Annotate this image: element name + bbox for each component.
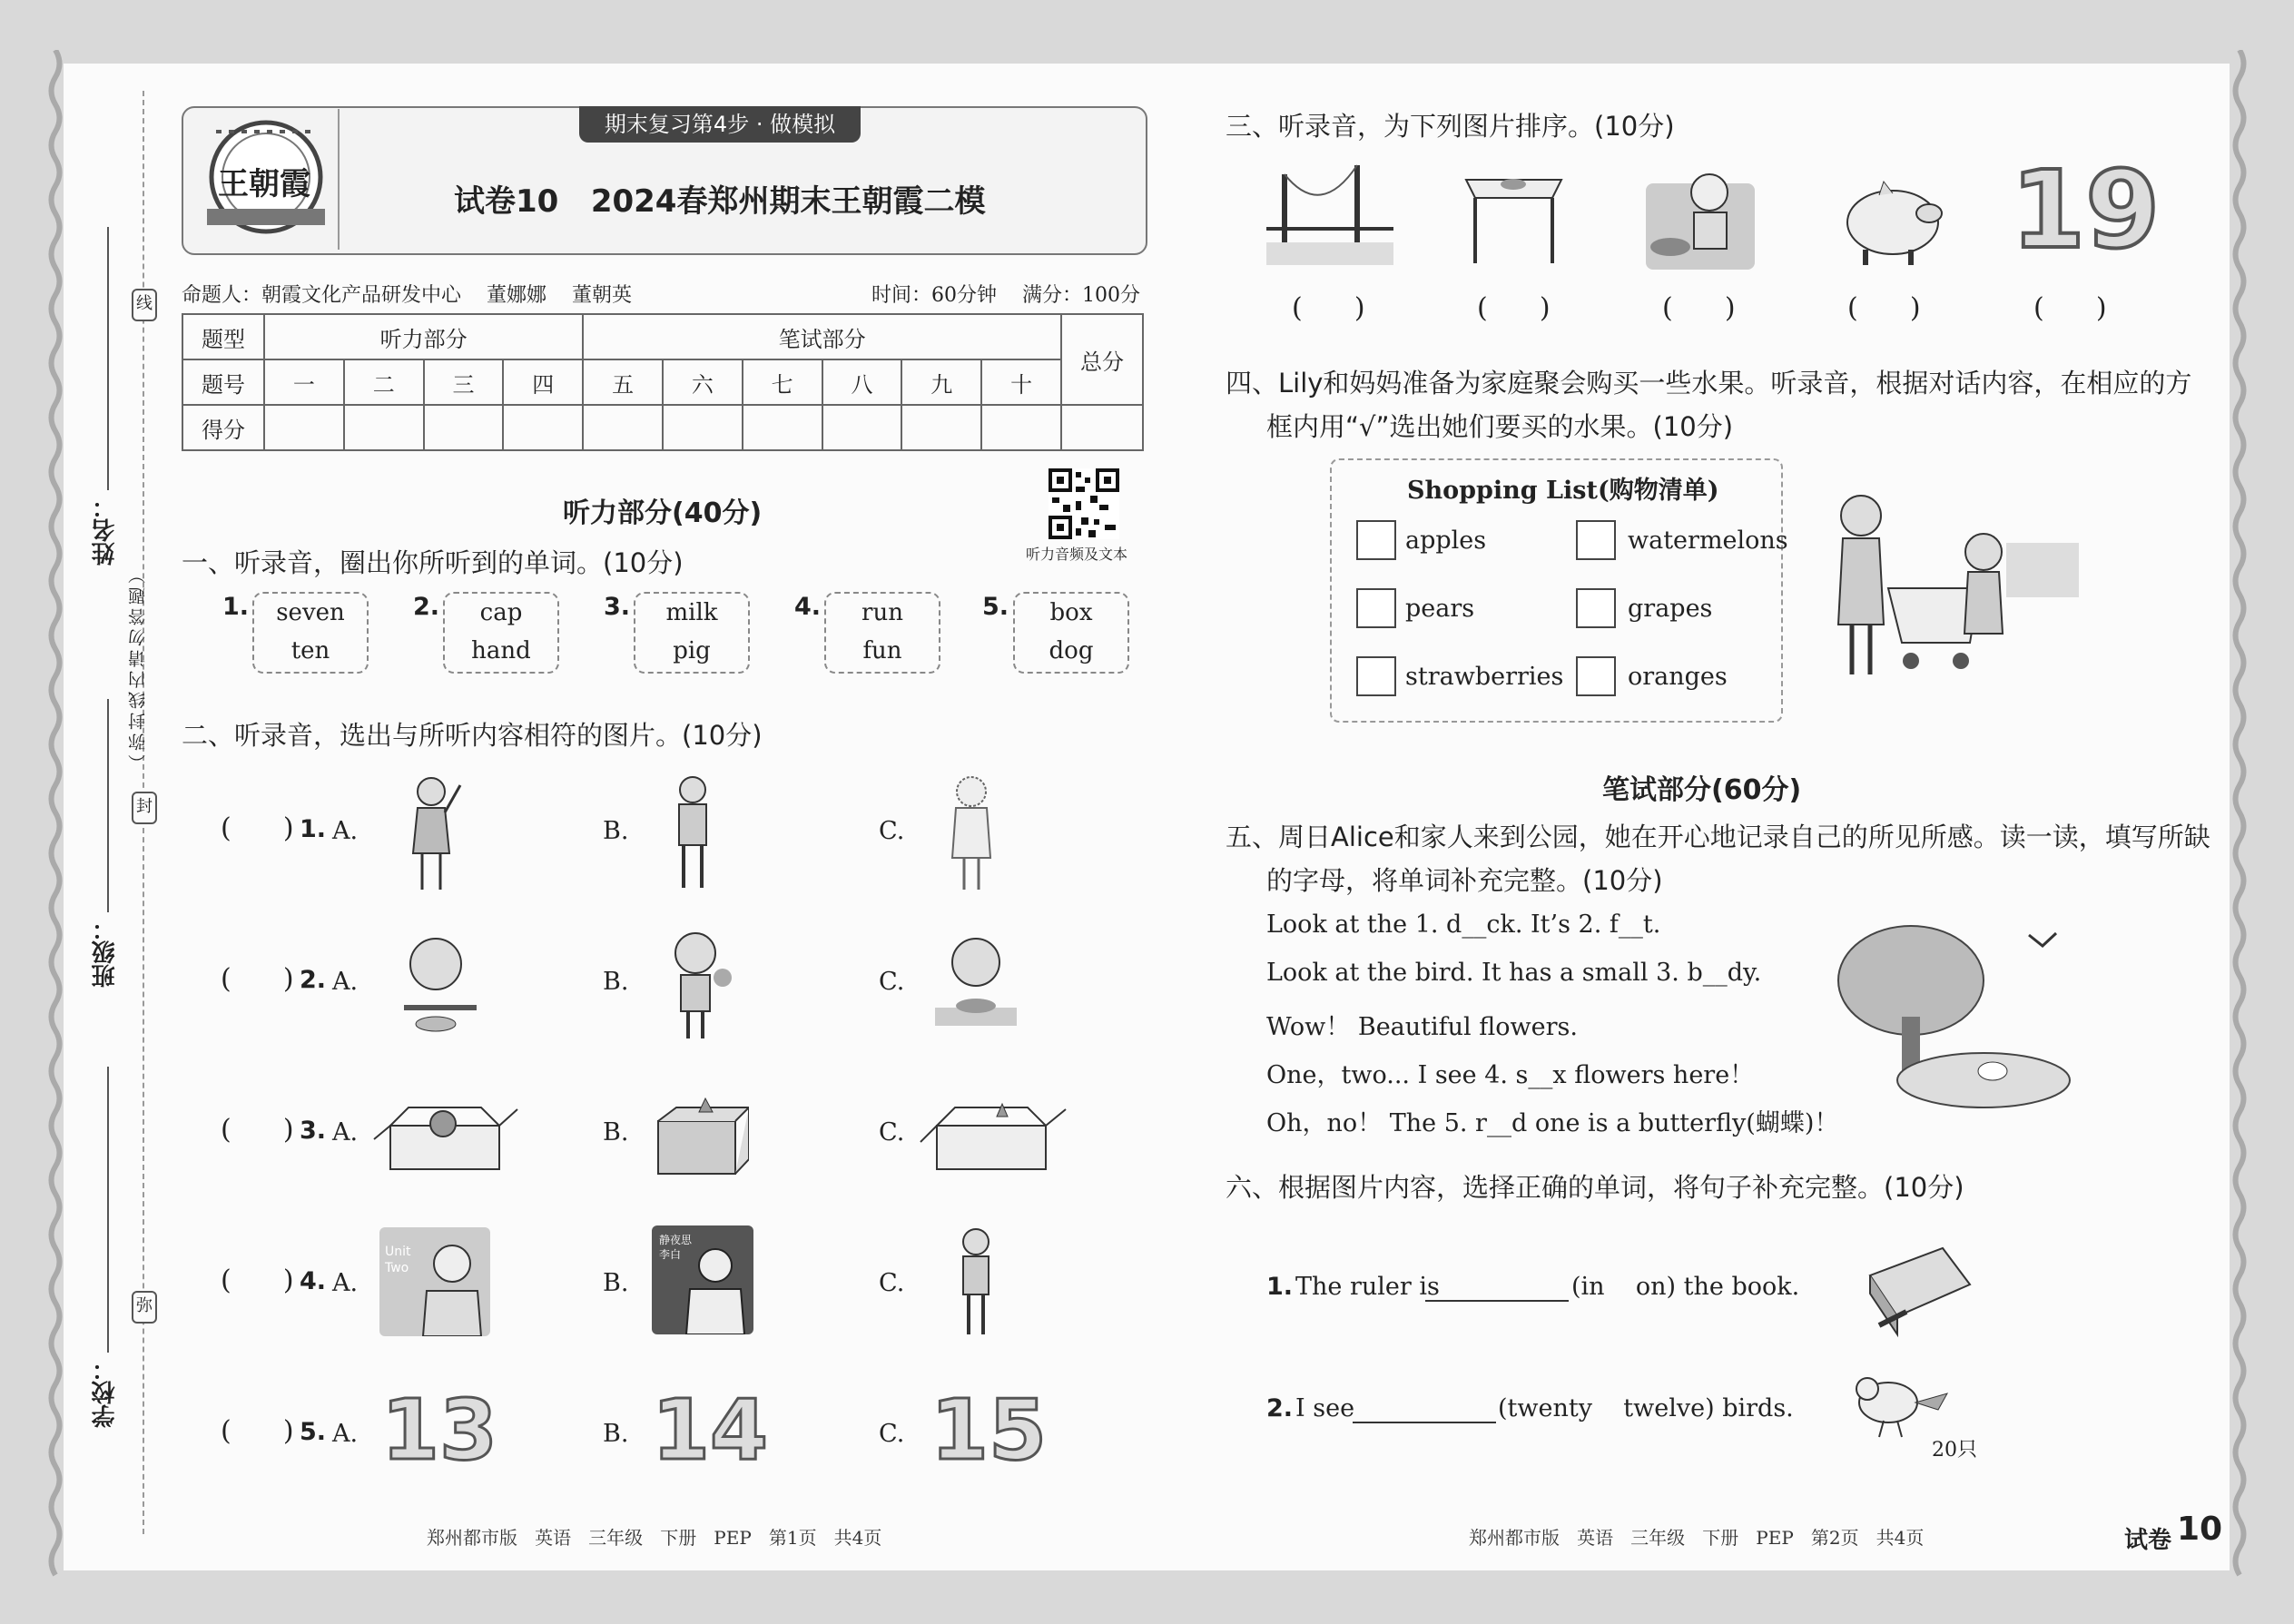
q2-option-c: C. (879, 1269, 905, 1297)
footer-right: 郑州都市版 英语 三年级 下册 PEP 第2页 共4页 (1469, 1527, 1925, 1549)
score-cell[interactable] (264, 405, 344, 450)
seal-mark-xian: 线 (132, 289, 157, 321)
ball-under-box-icon[interactable] (649, 1094, 749, 1180)
q2-title: 二、听录音，选出与所听内容相符的图片。(10分) (182, 720, 763, 751)
score-table-num: 五 (583, 359, 663, 405)
q2-answer-paren[interactable]: ( ) (221, 1265, 294, 1296)
score-cell[interactable] (344, 405, 424, 450)
exam-time-score: 时间：60分钟 满分：100分 (871, 284, 1140, 307)
q2-option-b: B. (603, 968, 629, 996)
bird-count-caption: 20只 (1932, 1439, 1977, 1462)
ruler-on-book-icon (1852, 1239, 1979, 1339)
q2-option-c: C. (879, 1118, 905, 1147)
score-cell[interactable] (901, 405, 981, 450)
class-label: 班级： (92, 917, 119, 988)
seal-mark-feng: 封 (132, 792, 157, 824)
q2-option-c: C. (879, 968, 905, 996)
q1-word-b[interactable]: ten (290, 637, 330, 664)
q5-title-line2: 的字母，将单词补充完整。(10分) (1266, 865, 1663, 896)
checkbox-strawberries[interactable] (1356, 656, 1396, 696)
q2-option-a: A. (332, 1420, 359, 1448)
q6-s1-text-b: (in on) the book. (1571, 1273, 1800, 1301)
fruit-label: grapes (1628, 595, 1713, 623)
checkbox-grapes[interactable] (1576, 588, 1616, 628)
exam-authors: 命题人：朝霞文化产品研发中心 董娜娜 董朝英 (182, 284, 632, 307)
score-cell[interactable] (503, 405, 583, 450)
page-title: 试卷10 2024春郑州期末王朝霞二模 (454, 183, 986, 220)
number-19-picture[interactable]: 19 (2011, 147, 2161, 272)
desk-icon[interactable] (1457, 162, 1570, 266)
boy-eating-fruit-icon[interactable] (1641, 156, 1759, 270)
q2-row-num: 1. (300, 815, 327, 843)
q1-word-box[interactable] (634, 592, 750, 674)
class-field[interactable] (107, 699, 109, 912)
name-field[interactable] (107, 227, 109, 490)
q6-s2-text-a: I see (1295, 1394, 1355, 1422)
q2-option-a: A. (332, 817, 359, 845)
q2-answer-paren[interactable]: ( ) (221, 812, 294, 844)
checkbox-pears[interactable] (1356, 588, 1396, 628)
fruit-label: pears (1405, 595, 1475, 623)
q2-option-b: B. (603, 1420, 629, 1448)
wavy-border-left (47, 50, 64, 1584)
score-cell[interactable] (981, 405, 1061, 450)
q1-word-a[interactable]: box (1049, 599, 1093, 626)
q1-word-a[interactable]: milk (665, 599, 718, 626)
bird-icon (1847, 1366, 1956, 1439)
school-field[interactable] (107, 1067, 109, 1353)
q6-title: 六、根据图片内容，选择正确的单词，将句子补充完整。(10分) (1226, 1172, 1964, 1203)
number-15-picture[interactable]: 15 (930, 1382, 1048, 1479)
q2-row-num: 3. (300, 1117, 327, 1145)
q2-option-c: C. (879, 817, 905, 845)
girl-at-table-icon[interactable] (395, 928, 481, 1037)
q3-title: 三、听录音，为下列图片排序。(10分) (1226, 111, 1675, 142)
brand-logo-text: 王朝霞 (218, 166, 310, 202)
q6-s1-blank[interactable] (1425, 1300, 1569, 1302)
footer-left: 郑州都市版 英语 三年级 下册 PEP 第1页 共4页 (427, 1527, 882, 1549)
checkbox-watermelons[interactable] (1576, 520, 1616, 560)
pig-icon[interactable] (1838, 163, 1956, 268)
q1-word-b[interactable]: fun (862, 637, 902, 664)
q1-word-a[interactable]: cap (479, 599, 523, 626)
q2-answer-paren[interactable]: ( ) (221, 1114, 294, 1146)
q1-word-box[interactable] (252, 592, 369, 674)
footer-paper-label: 试卷 (2124, 1527, 2172, 1554)
girl-eating-icon[interactable] (930, 928, 1021, 1037)
board-text-english: Unit Two (385, 1245, 411, 1275)
score-cell[interactable] (822, 405, 902, 450)
score-table-writing: 笔试部分 (583, 314, 1061, 359)
seal-mark-mi: 弥 (132, 1291, 157, 1324)
park-tree-pond-icon (1829, 917, 2079, 1117)
q3-answer-paren[interactable]: ( ) (1477, 292, 1551, 324)
footer-paper-number: 10 (2177, 1511, 2223, 1548)
board-text-chinese: 静夜思 李白 (659, 1234, 693, 1261)
score-table-num: 一 (264, 359, 344, 405)
boy-with-flowers-icon[interactable] (661, 928, 738, 1041)
review-step-tab: 期末复习第4步 · 做模拟 (579, 106, 861, 143)
q1-word-b[interactable]: hand (471, 637, 531, 664)
score-cell[interactable] (424, 405, 504, 450)
score-table-num: 七 (743, 359, 822, 405)
score-table-total: 总分 (1061, 314, 1143, 405)
q6-s2-text-b: (twenty twelve) birds. (1498, 1394, 1794, 1422)
q3-answer-paren[interactable]: ( ) (1662, 292, 1736, 324)
score-table-score-label: 得分 (182, 405, 264, 450)
q3-answer-paren[interactable]: ( ) (1847, 292, 1921, 324)
score-table (182, 313, 1144, 451)
listening-heading: 听力部分(40分) (563, 497, 763, 529)
checkbox-oranges[interactable] (1576, 656, 1616, 696)
score-table-type-label: 题型 (182, 314, 264, 359)
score-table-num: 九 (901, 359, 981, 405)
q3-answer-paren[interactable]: ( ) (1292, 292, 1365, 324)
shopping-cart-family-icon (1825, 488, 2079, 684)
q2-answer-paren[interactable]: ( ) (221, 1415, 294, 1447)
q1-item-num: 4. (794, 593, 822, 621)
q5-line[interactable]: Oh，no！ The 5. r__d one is a butterfly(蝴蝶)！ (1266, 1109, 1839, 1137)
score-table-listening: 听力部分 (264, 314, 583, 359)
q1-word-b[interactable]: pig (673, 637, 711, 664)
q6-s1-num: 1. (1266, 1273, 1294, 1301)
seal-note: （弥封线内请勿答题） (128, 563, 148, 772)
score-table-num: 三 (424, 359, 504, 405)
q1-word-a[interactable]: run (861, 599, 903, 626)
q1-word-box[interactable] (443, 592, 559, 674)
q1-word-box[interactable] (824, 592, 940, 674)
wavy-border-right (2231, 50, 2248, 1584)
ball-in-box-icon[interactable] (372, 1098, 522, 1176)
q1-title: 一、听录音，圈出你所听到的单词。(10分) (182, 547, 684, 578)
school-label: 学校： (92, 1357, 119, 1428)
name-label: 姓名： (92, 495, 119, 566)
q2-option-b: B. (603, 817, 629, 845)
q1-word-a[interactable]: seven (276, 599, 345, 626)
girl-waving-icon[interactable] (395, 772, 468, 894)
score-table-num-label: 题号 (182, 359, 264, 405)
q2-row-num: 5. (300, 1418, 327, 1446)
q2-option-a: A. (332, 1269, 359, 1297)
number-13-picture[interactable]: 13 (381, 1382, 498, 1479)
score-table-num: 十 (981, 359, 1061, 405)
shopping-list-title: Shopping List(购物清单) (1407, 477, 1719, 505)
q2-option-b: B. (603, 1118, 629, 1147)
number-14-picture[interactable]: 14 (652, 1382, 769, 1479)
q1-item-num: 5. (982, 593, 1009, 621)
q6-s1-text-a: The ruler is (1295, 1273, 1440, 1301)
q2-option-a: A. (332, 1118, 359, 1147)
q3-answer-paren[interactable]: ( ) (2033, 292, 2107, 324)
bridge-icon[interactable] (1266, 156, 1393, 270)
score-table-num: 二 (344, 359, 424, 405)
q4-title-line1: 四、Lily和妈妈准备为家庭聚会购买一些水果。听录音，根据对话内容，在相应的方 (1226, 368, 2192, 399)
q2-option-b: B. (603, 1269, 629, 1297)
q2-answer-paren[interactable]: ( ) (221, 963, 294, 995)
fruit-label: oranges (1628, 663, 1728, 691)
checkbox-apples[interactable] (1356, 520, 1396, 560)
q1-word-b[interactable]: dog (1049, 637, 1094, 664)
qr-caption: 听力音频及文本 (1026, 546, 1128, 563)
q5-line: Wow！ Beautiful flowers. (1266, 1013, 1578, 1041)
score-table-num: 八 (822, 359, 902, 405)
score-cell[interactable] (743, 405, 822, 450)
q1-item-num: 2. (413, 593, 440, 621)
writing-heading: 笔试部分(60分) (1602, 774, 1802, 806)
score-table-num: 四 (503, 359, 583, 405)
fruit-label: watermelons (1628, 527, 1788, 555)
q1-item-num: 1. (222, 593, 250, 621)
q2-option-c: C. (879, 1420, 905, 1448)
chinese-teacher-icon[interactable] (652, 1225, 753, 1334)
q5-line[interactable]: Look at the 1. d__ck. It’s 2. f__t. (1266, 910, 1661, 939)
qr-code-icon[interactable] (1049, 468, 1119, 539)
q2-row-num: 4. (300, 1267, 327, 1295)
q1-item-num: 3. (604, 593, 631, 621)
old-woman-icon[interactable] (940, 772, 1003, 894)
score-cell[interactable] (583, 405, 663, 450)
english-teacher-icon[interactable] (379, 1227, 490, 1336)
score-cell[interactable] (1061, 405, 1143, 450)
score-cell[interactable] (663, 405, 743, 450)
q2-option-a: A. (332, 968, 359, 996)
q6-s2-blank[interactable] (1353, 1422, 1496, 1423)
box-open-icon[interactable] (917, 1098, 1071, 1176)
q4-title-line2: 框内用“√”选出她们要买的水果。(10分) (1266, 411, 1734, 442)
boy-standing-icon[interactable] (661, 772, 724, 894)
fruit-label: apples (1405, 527, 1487, 555)
q5-title-line1: 五、周日Alice和家人来到公园，她在开心地记录自己的所见所感。读一读，填写所缺 (1226, 822, 2210, 852)
q1-word-box[interactable] (1013, 592, 1129, 674)
q5-line[interactable]: One，two... I see 4. s__x flowers here！ (1266, 1061, 1755, 1089)
fruit-label: strawberries (1405, 663, 1564, 691)
q6-s2-num: 2. (1266, 1394, 1294, 1422)
q2-row-num: 2. (300, 966, 327, 994)
banner-divider (338, 109, 340, 250)
q5-line[interactable]: Look at the bird. It has a small 3. b__dy. (1266, 959, 1762, 987)
score-table-num: 六 (663, 359, 743, 405)
boy-student-icon[interactable] (949, 1225, 1003, 1339)
